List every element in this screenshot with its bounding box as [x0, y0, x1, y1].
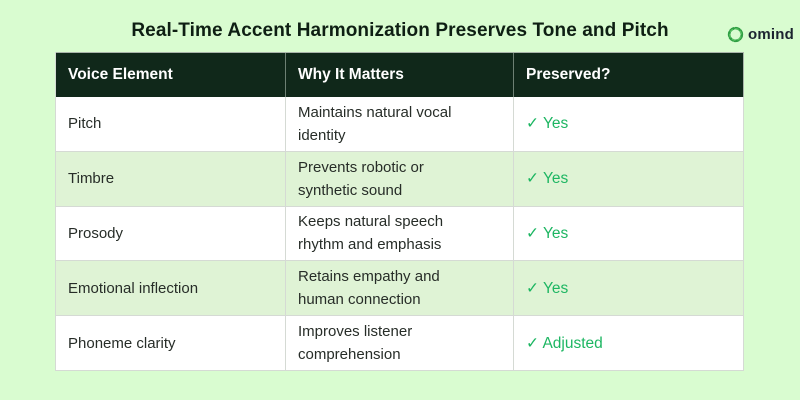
- cell-preserved-status: ✓ Yes: [514, 97, 744, 152]
- column-header-why-it-matters: Why It Matters: [286, 53, 514, 97]
- table-row: [56, 97, 744, 152]
- cell-why-it-matters: [286, 152, 514, 207]
- cell-preserved-status: ✓ Yes: [514, 261, 744, 316]
- cell-voice-element: Pitch: [56, 97, 286, 152]
- cell-preserved-status: ✓ Yes: [514, 152, 744, 207]
- table-row: [56, 316, 744, 371]
- cell-why-it-matters: [286, 261, 514, 316]
- column-header-voice-element: Voice Element: [56, 53, 286, 97]
- cell-voice-element: Timbre: [56, 152, 286, 207]
- cell-voice-element: Emotional inflection: [56, 261, 286, 316]
- cell-why-text: Maintains natural vocal identity: [298, 103, 452, 144]
- cell-voice-element: Prosody: [56, 207, 286, 262]
- cell-voice-element: Phoneme clarity: [56, 316, 286, 371]
- cell-why-it-matters: [286, 316, 514, 371]
- table-row: [56, 261, 744, 316]
- cell-preserved-status: ✓ Adjusted: [514, 316, 744, 371]
- omind-logo-text: omind: [748, 26, 794, 43]
- table-row: [56, 152, 744, 207]
- table-header-row: [56, 52, 744, 97]
- cell-why-it-matters: [286, 97, 514, 152]
- omind-logo: [726, 25, 794, 44]
- table-row: [56, 207, 744, 262]
- voice-elements-table: [55, 52, 744, 371]
- cell-why-text: Prevents robotic or synthetic sound: [298, 158, 424, 199]
- cell-why-text: Keeps natural speech rhythm and emphasis: [298, 213, 444, 254]
- cell-why-it-matters: [286, 207, 514, 262]
- page-title: Real-Time Accent Harmonization Preserves Tone and Pitch: [131, 20, 669, 41]
- top-bar: [0, 0, 800, 52]
- cell-why-text: Retains empathy and human connection: [298, 268, 440, 309]
- cell-preserved-status: ✓ Yes: [514, 207, 744, 262]
- column-header-preserved: Preserved?: [526, 66, 611, 83]
- swirl-ring-icon: [726, 25, 745, 44]
- cell-why-text: Improves listener comprehension: [298, 323, 413, 364]
